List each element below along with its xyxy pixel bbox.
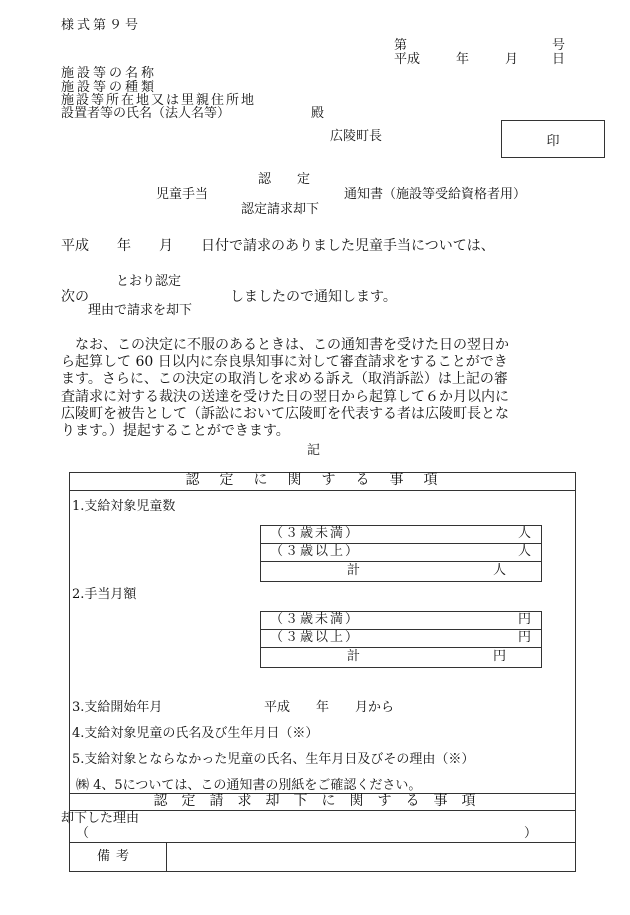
remarks-label: 備考 xyxy=(97,849,136,864)
facility-name-label: 施設等の名称 xyxy=(61,66,158,81)
divider xyxy=(69,810,575,811)
seal-label: 印 xyxy=(546,134,560,149)
item5-label: 5.支給対象とならなかった児童の氏名、生年月日及びその理由（※） xyxy=(72,752,475,767)
issuer-title: 広陵町長 xyxy=(330,129,383,144)
item3-label: 3.支給開始年月 xyxy=(72,700,163,715)
item2-label: 2.手当月額 xyxy=(72,587,137,602)
title-bottom: 認定請求却下 xyxy=(241,202,320,217)
amount-total-label: 計 xyxy=(347,649,361,664)
owner-name-label: 設置者等の氏名（法人名等） xyxy=(61,106,231,121)
notice-line: なお、この決定に不服のあるときは、この通知書を受けた日の翌日か xyxy=(61,337,509,353)
title-top: 認 定 xyxy=(258,172,311,187)
title-right: 通知書（施設等受給資格者用） xyxy=(344,187,527,202)
amount-total-unit: 円 xyxy=(493,649,507,664)
children-under3-label: （３歳未満） xyxy=(270,526,361,541)
notice-line: 広陵町を被告として（訴訟において広陵町を代表する者は広陵町長とな xyxy=(61,405,509,422)
facility-type-label: 施設等の種類 xyxy=(61,80,158,95)
notice-paragraph xyxy=(61,337,567,440)
notice-line: ります。）提起することができます。 xyxy=(61,423,290,440)
divider xyxy=(69,490,575,491)
children-over3-unit: 人 xyxy=(518,544,532,559)
children-total-unit: 人 xyxy=(493,563,507,578)
reason-close-paren: ） xyxy=(524,826,538,841)
item1-label: 1.支給対象児童数 xyxy=(72,499,176,514)
date-day: 日 xyxy=(552,52,566,67)
reason-label: 却下した理由 xyxy=(61,811,140,826)
children-under3-unit: 人 xyxy=(518,526,532,541)
doc-number-gou: 号 xyxy=(552,38,566,53)
section1-heading: 認定に関する事項 xyxy=(185,472,458,488)
amount-under3-unit: 円 xyxy=(518,612,532,627)
date-month: 月 xyxy=(505,52,519,67)
choice-prefix: 次の xyxy=(61,289,89,305)
notice-line: 査請求に対する裁決の送達を受けた日の翌日から起算して６か月以内に xyxy=(61,388,509,405)
body-line-1: 平成 年 月 日付で請求のありました児童手当については、 xyxy=(61,238,495,254)
children-total-label: 計 xyxy=(347,563,361,578)
doc-number-dai: 第 xyxy=(394,38,408,53)
children-over3-label: （３歳以上） xyxy=(270,544,361,559)
divider xyxy=(166,842,167,871)
date-era: 平成 xyxy=(394,52,421,67)
amount-under3-label: （３歳未満） xyxy=(270,612,361,627)
reason-open-paren: （ xyxy=(76,826,90,841)
choice-bottom: 理由で請求を却下 xyxy=(88,303,193,318)
title-left: 児童手当 xyxy=(156,187,209,202)
amount-over3-label: （３歳以上） xyxy=(270,630,361,645)
form-number: 様式第９号 xyxy=(61,18,142,33)
facility-address-label: 施設等所在地又は里親住所地 xyxy=(61,93,257,108)
choice-suffix: しましたので通知します。 xyxy=(230,289,397,305)
choice-top: とおり認定 xyxy=(116,274,182,289)
notice-line: ら起算して 60 日以内に奈良県知事に対して審査請求をすることができ xyxy=(61,354,508,371)
divider xyxy=(69,842,575,843)
date-year: 年 xyxy=(456,52,470,67)
item4-label: 4.支給対象児童の氏名及び生年月日（※） xyxy=(72,726,319,741)
items-note: ㈱ 4、5については、この通知書の別紙をご確認ください。 xyxy=(76,778,422,793)
dono: 殿 xyxy=(311,106,325,121)
notice-line: ます。さらに、この決定の取消しを求める訴え（取消訴訟）は上記の審 xyxy=(61,371,508,388)
ki-mark: 記 xyxy=(307,443,321,458)
amount-over3-unit: 円 xyxy=(518,630,532,645)
item3-value: 平成 年 月から xyxy=(264,700,395,715)
seal-box xyxy=(501,120,605,158)
section2-heading: 認定請求却下に関する事項 xyxy=(153,793,490,809)
